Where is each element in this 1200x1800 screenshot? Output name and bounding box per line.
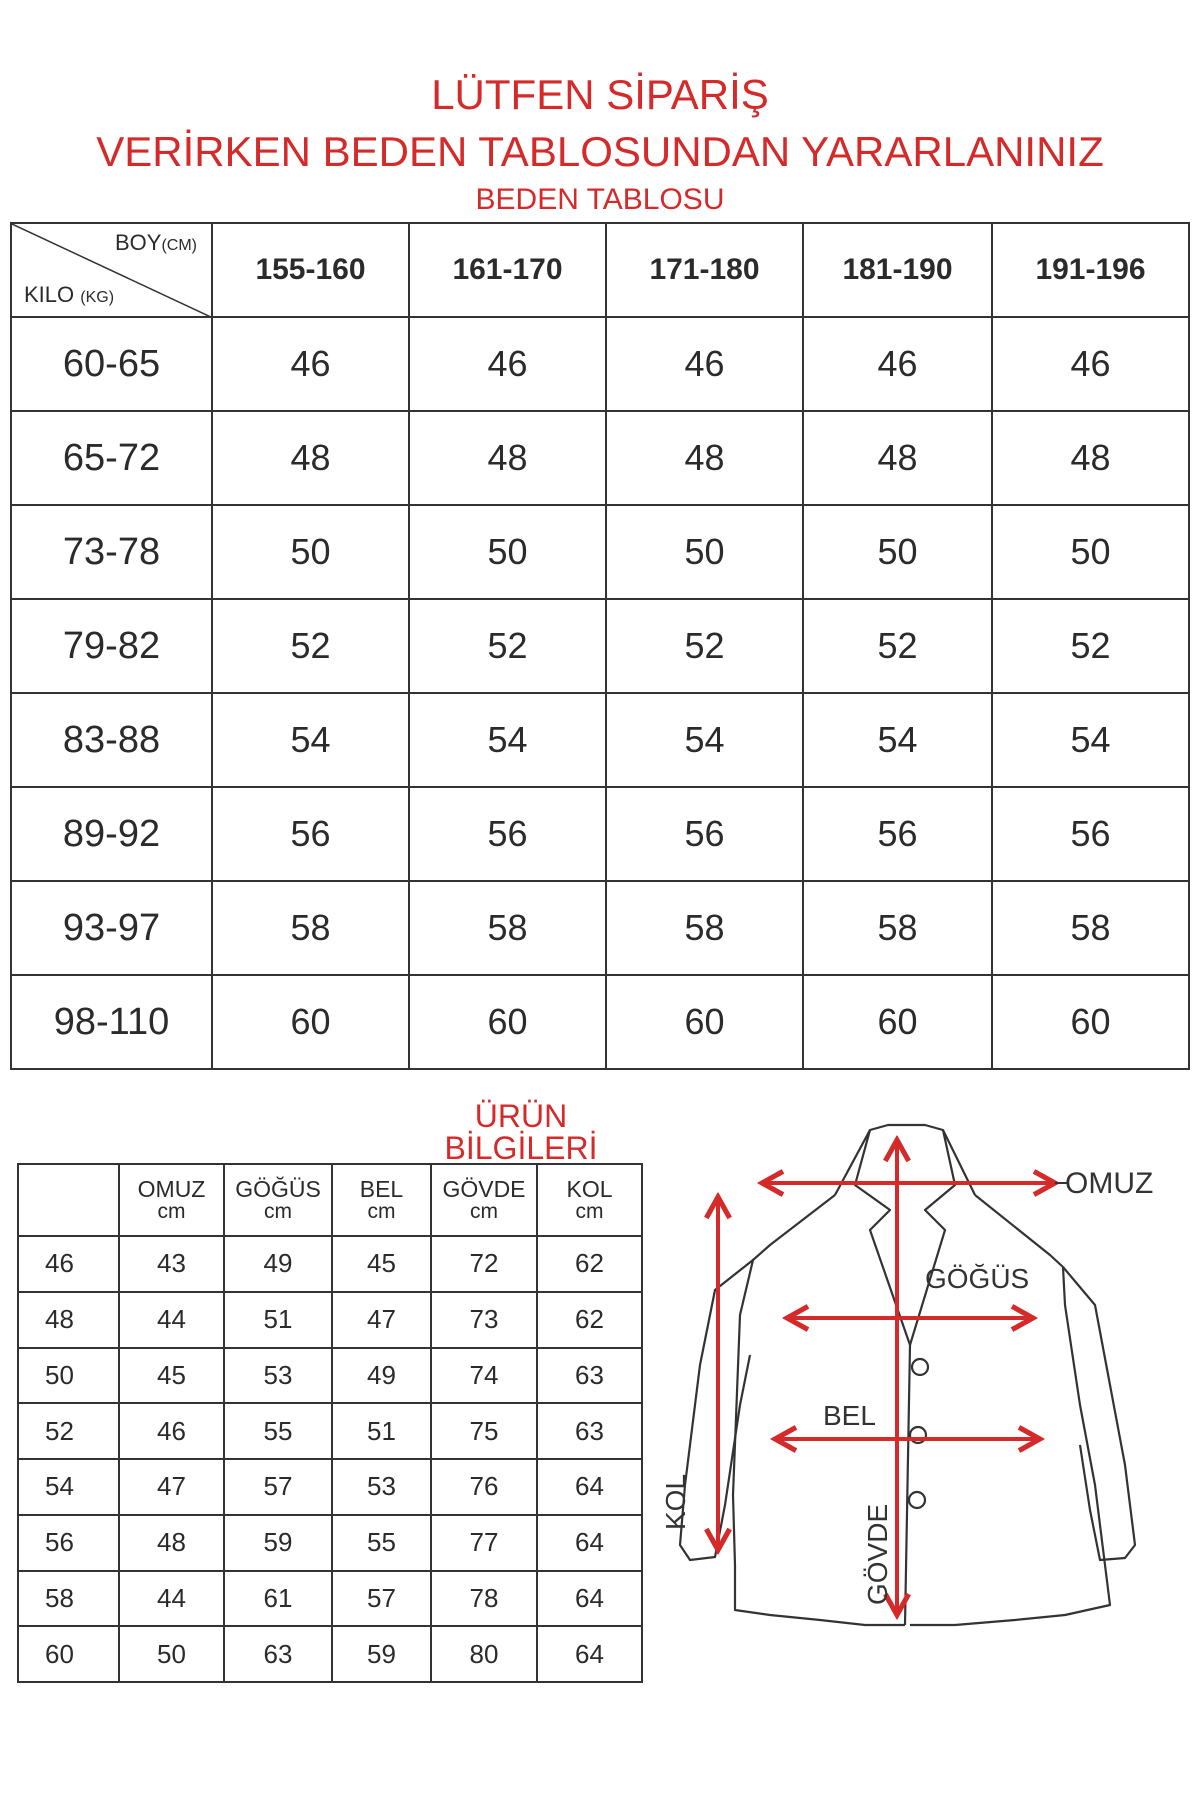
size-cell: 52 (212, 599, 409, 693)
product-table-header-row (18, 1164, 642, 1236)
measure-cell: 78 (431, 1571, 537, 1627)
size-label-cell: 52 (18, 1403, 119, 1459)
size-label-cell: 58 (18, 1571, 119, 1627)
size-cell: 54 (212, 693, 409, 787)
size-cell: 50 (803, 505, 992, 599)
size-cell: 58 (803, 881, 992, 975)
size-table-row (11, 411, 1189, 505)
product-table-row (18, 1515, 642, 1571)
size-cell: 50 (606, 505, 803, 599)
measure-cell: 64 (537, 1515, 642, 1571)
omuz-label: OMUZ (1065, 1167, 1154, 1200)
measure-cell: 63 (537, 1348, 642, 1404)
omuz-header: OMUZ cm (119, 1164, 224, 1236)
size-cell: 58 (212, 881, 409, 975)
measure-cell: 57 (332, 1571, 431, 1627)
corner-height-label: BOY(CM) (114, 230, 197, 255)
weight-range-cell: 89-92 (11, 787, 212, 881)
size-cell: 48 (409, 411, 606, 505)
measure-cell: 45 (119, 1348, 224, 1404)
product-table-corner-cell (18, 1164, 119, 1236)
measure-cell: 47 (119, 1459, 224, 1515)
product-info-table (17, 1163, 643, 1683)
measure-cell: 76 (431, 1459, 537, 1515)
measure-cell: 77 (431, 1515, 537, 1571)
bel-label: BEL (823, 1400, 876, 1431)
jacket-buttons (909, 1359, 928, 1508)
product-table-row (18, 1459, 642, 1515)
size-cell: 58 (409, 881, 606, 975)
kol-header: KOL cm (537, 1164, 642, 1236)
size-label-cell: 54 (18, 1459, 119, 1515)
weight-range-cell: 83-88 (11, 693, 212, 787)
measure-cell: 64 (537, 1459, 642, 1515)
height-range-header: 191-196 (992, 223, 1189, 317)
size-cell: 48 (212, 411, 409, 505)
size-cell: 54 (606, 693, 803, 787)
size-cell: 46 (803, 317, 992, 411)
corner-weight-label: KILO (KG) (24, 282, 115, 307)
size-cell: 60 (992, 975, 1189, 1069)
size-cell: 50 (212, 505, 409, 599)
weight-range-cell: 79-82 (11, 599, 212, 693)
measure-cell: 73 (431, 1292, 537, 1348)
measure-cell: 51 (224, 1292, 332, 1348)
measure-cell: 44 (119, 1571, 224, 1627)
size-cell: 50 (409, 505, 606, 599)
height-range-header: 171-180 (606, 223, 803, 317)
size-cell: 46 (992, 317, 1189, 411)
size-cell: 60 (212, 975, 409, 1069)
measure-cell: 57 (224, 1459, 332, 1515)
measure-cell: 53 (224, 1348, 332, 1404)
product-table-row (18, 1403, 642, 1459)
weight-range-cell: 73-78 (11, 505, 212, 599)
measure-cell: 44 (119, 1292, 224, 1348)
height-range-header: 155-160 (212, 223, 409, 317)
size-table-row (11, 881, 1189, 975)
size-table-header-row (11, 223, 1189, 317)
measure-cell: 51 (332, 1403, 431, 1459)
size-table-row (11, 787, 1189, 881)
weight-range-cell: 65-72 (11, 411, 212, 505)
measure-cell: 46 (119, 1403, 224, 1459)
size-cell: 56 (606, 787, 803, 881)
product-table-row (18, 1348, 642, 1404)
size-cell: 46 (606, 317, 803, 411)
size-cell: 58 (992, 881, 1189, 975)
size-cell: 48 (992, 411, 1189, 505)
size-cell: 56 (409, 787, 606, 881)
weight-range-cell: 98-110 (11, 975, 212, 1069)
size-cell: 60 (606, 975, 803, 1069)
measure-cell: 49 (332, 1348, 431, 1404)
size-cell: 46 (409, 317, 606, 411)
size-label-cell: 56 (18, 1515, 119, 1571)
measure-cell: 55 (224, 1403, 332, 1459)
measure-cell: 49 (224, 1236, 332, 1292)
kol-label: KOL (660, 1473, 691, 1530)
size-table-row (11, 693, 1189, 787)
size-table-corner-cell (11, 223, 212, 317)
measure-cell: 64 (537, 1626, 642, 1682)
jacket-outline (680, 1125, 1135, 1625)
measure-cell: 80 (431, 1626, 537, 1682)
size-cell: 50 (992, 505, 1189, 599)
size-cell: 52 (803, 599, 992, 693)
size-cell: 54 (992, 693, 1189, 787)
size-cell: 54 (409, 693, 606, 787)
size-label-cell: 48 (18, 1292, 119, 1348)
product-info-title: ÜRÜN BİLGİLERİ (444, 1098, 598, 1166)
measure-cell: 55 (332, 1515, 431, 1571)
size-cell: 52 (409, 599, 606, 693)
measure-cell: 43 (119, 1236, 224, 1292)
govde-header: GÖVDE cm (431, 1164, 537, 1236)
size-cell: 48 (803, 411, 992, 505)
measure-cell: 62 (537, 1236, 642, 1292)
weight-range-cell: 93-97 (11, 881, 212, 975)
measure-cell: 63 (224, 1626, 332, 1682)
product-table-row (18, 1292, 642, 1348)
product-table-row (18, 1626, 642, 1682)
size-table (10, 222, 1190, 1070)
size-table-row (11, 599, 1189, 693)
jacket-measurement-diagram (655, 1105, 1190, 1660)
measure-cell: 59 (332, 1626, 431, 1682)
bel-header: BEL cm (332, 1164, 431, 1236)
size-table-row (11, 975, 1189, 1069)
govde-label: GÖVDE (862, 1503, 893, 1605)
measure-cell: 45 (332, 1236, 431, 1292)
gogus-header: GÖĞÜS cm (224, 1164, 332, 1236)
size-cell: 58 (606, 881, 803, 975)
size-cell: 56 (212, 787, 409, 881)
measure-cell: 53 (332, 1459, 431, 1515)
product-table-row (18, 1236, 642, 1292)
measure-cell: 59 (224, 1515, 332, 1571)
size-table-row (11, 317, 1189, 411)
size-cell: 48 (606, 411, 803, 505)
product-table-row (18, 1571, 642, 1627)
gogus-label: GÖĞÜS (925, 1263, 1030, 1294)
size-cell: 56 (992, 787, 1189, 881)
header-line-1: LÜTFEN SİPARİŞ (431, 71, 769, 118)
measure-cell: 62 (537, 1292, 642, 1348)
measure-cell: 61 (224, 1571, 332, 1627)
size-cell: 52 (992, 599, 1189, 693)
height-range-header: 161-170 (409, 223, 606, 317)
table-title: BEDEN TABLOSU (475, 183, 725, 216)
size-cell: 52 (606, 599, 803, 693)
size-cell: 56 (803, 787, 992, 881)
measure-cell: 50 (119, 1626, 224, 1682)
measure-cell: 48 (119, 1515, 224, 1571)
size-table-row (11, 505, 1189, 599)
size-cell: 46 (212, 317, 409, 411)
size-cell: 60 (803, 975, 992, 1069)
size-cell: 60 (409, 975, 606, 1069)
height-range-header: 181-190 (803, 223, 992, 317)
measure-cell: 47 (332, 1292, 431, 1348)
measure-cell: 75 (431, 1403, 537, 1459)
weight-range-cell: 60-65 (11, 317, 212, 411)
size-cell: 54 (803, 693, 992, 787)
measure-cell: 63 (537, 1403, 642, 1459)
header-line-2: VERİRKEN BEDEN TABLOSUNDAN YARARLANINIZ (96, 128, 1104, 175)
size-label-cell: 46 (18, 1236, 119, 1292)
size-label-cell: 60 (18, 1626, 119, 1682)
measure-cell: 74 (431, 1348, 537, 1404)
measure-cell: 64 (537, 1571, 642, 1627)
size-label-cell: 50 (18, 1348, 119, 1404)
measure-cell: 72 (431, 1236, 537, 1292)
